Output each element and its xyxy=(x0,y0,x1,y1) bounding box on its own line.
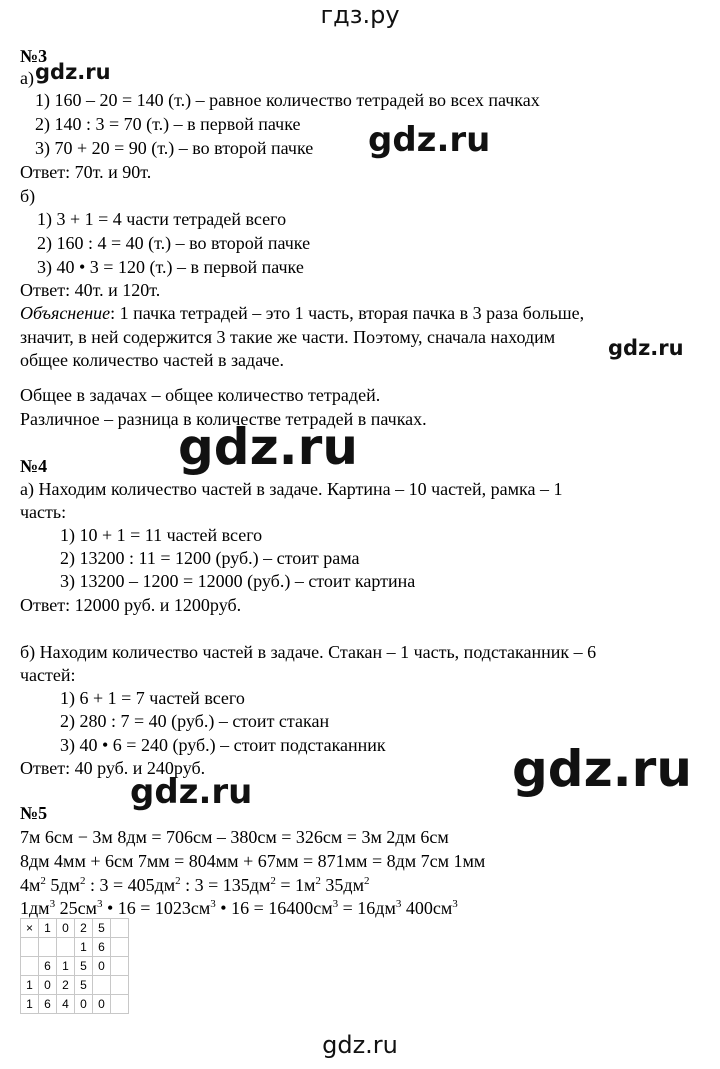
task-3a-step-3: 3) 70 + 20 = 90 (т.) – во второй пачке xyxy=(35,138,314,158)
grid-cell: 0 xyxy=(75,995,93,1014)
exponent: 2 xyxy=(175,875,181,887)
grid-cell: 1 xyxy=(75,938,93,957)
task-4a-intro-2: часть: xyxy=(20,502,67,522)
grid-row xyxy=(21,919,129,938)
grid-row xyxy=(21,957,129,976)
task-4-heading: №4 xyxy=(20,456,48,476)
grid-cell: 1 xyxy=(21,995,39,1014)
grid-cell: 2 xyxy=(75,919,93,938)
task-4a-intro-1: а) Находим количество частей в задаче. Картина – 10 частей, рамка – 1 xyxy=(20,479,563,499)
expr-part: 5дм xyxy=(45,875,80,895)
grid-row xyxy=(21,995,129,1014)
task-3b-label: б) xyxy=(20,186,36,206)
exponent: 2 xyxy=(40,875,46,887)
grid-cell: 0 xyxy=(39,976,57,995)
exponent: 2 xyxy=(270,875,276,887)
expr-part: : 3 = 405дм xyxy=(85,875,176,895)
grid-cell xyxy=(111,938,129,957)
expr-part: 25см xyxy=(55,898,97,918)
task-4b-step-2: 2) 280 : 7 = 40 (руб.) – стоит стакан xyxy=(60,711,330,731)
grid-cell: 1 xyxy=(57,957,75,976)
task-4b-intro-1: б) Находим количество частей в задаче. Стакан – 1 часть, подстаканник – 6 xyxy=(20,642,597,662)
task-5-line-4 xyxy=(20,896,458,920)
footer-watermark: gdz.ru xyxy=(322,1031,398,1059)
grid-cell: 6 xyxy=(39,995,57,1014)
grid-cell xyxy=(21,957,39,976)
task-5-line-2: 8дм 4мм + 6см 7мм = 804мм + 67мм = 871мм = 8дм 7см 1мм xyxy=(20,851,486,871)
task-5-line-3 xyxy=(20,873,369,897)
task-3b-step-3: 3) 40 • 3 = 120 (т.) – в первой пачке xyxy=(37,257,304,277)
expr-part: 400см xyxy=(401,898,453,918)
expr-part: = 1м xyxy=(275,875,316,895)
task-3b-step-1: 1) 3 + 1 = 4 части тетрадей всего xyxy=(37,209,287,229)
exponent: 3 xyxy=(96,898,103,910)
grid-cell: 0 xyxy=(57,919,75,938)
expr-part: 35дм xyxy=(320,875,364,895)
task-4b-intro-2: частей: xyxy=(20,665,76,685)
task-3-heading: №3 xyxy=(20,46,48,66)
site-header: гдз.ру xyxy=(320,1,400,29)
column-multiplication-grid xyxy=(20,918,129,1014)
exponent: 2 xyxy=(79,875,86,887)
grid-cell: 4 xyxy=(57,995,75,1014)
exponent: 2 xyxy=(363,875,370,887)
expr-part: • 16 = 1023см xyxy=(102,898,211,918)
task-3-explanation-1 xyxy=(20,301,584,325)
task-4b-step-3: 3) 40 • 6 = 240 (руб.) – стоит подстаканник xyxy=(60,735,386,755)
grid-cell xyxy=(111,957,129,976)
watermark: gdz.ru xyxy=(130,772,253,812)
grid-cell: 0 xyxy=(93,957,111,976)
task-4b-step-1: 1) 6 + 1 = 7 частей всего xyxy=(60,688,245,708)
task-3a-label: а) xyxy=(20,68,34,88)
grid-cell xyxy=(111,995,129,1014)
task-3-common: Общее в задачах – общее количество тетрадей. xyxy=(20,385,381,405)
task-5-line-1: 7м 6см − 3м 8дм = 706см – 380см = 326см = 3м 2дм 6см xyxy=(20,827,449,847)
task-3-difference: Различное – разница в количестве тетрадей в пачках. xyxy=(20,409,427,429)
grid-cell: 1 xyxy=(21,976,39,995)
grid-cell: 0 xyxy=(93,995,111,1014)
grid-cell: 1 xyxy=(39,919,57,938)
grid-cell: × xyxy=(21,919,39,938)
expr-part: = 16дм xyxy=(338,898,396,918)
task-3-explanation-2: значит, в ней содержится 3 такие же части. Поэтому, сначала находим xyxy=(20,327,556,347)
task-4a-step-3: 3) 13200 – 1200 = 12000 (руб.) – стоит картина xyxy=(60,571,416,591)
grid-cell xyxy=(111,919,129,938)
task-3a-answer: Ответ: 70т. и 90т. xyxy=(20,162,152,182)
grid-cell xyxy=(39,938,57,957)
task-3b-step-2: 2) 160 : 4 = 40 (т.) – во второй пачке xyxy=(37,233,311,253)
exponent: 3 xyxy=(395,898,402,910)
exponent: 3 xyxy=(210,898,216,910)
explanation-text: : 1 пачка тетрадей – это 1 часть, вторая пачка в 3 раза больше, xyxy=(110,303,585,323)
exponent: 2 xyxy=(315,875,321,887)
watermark: gdz.ru xyxy=(178,418,358,476)
grid-cell: 6 xyxy=(93,938,111,957)
expr-part: • 16 = 16400см xyxy=(215,898,333,918)
task-4b-answer: Ответ: 40 руб. и 240руб. xyxy=(20,758,206,778)
exponent: 3 xyxy=(332,898,339,910)
expr-part: : 3 = 135дм xyxy=(180,875,271,895)
exponent: 3 xyxy=(49,898,56,910)
explanation-label: Объяснение xyxy=(20,303,111,323)
grid-cell: 5 xyxy=(93,919,111,938)
grid-cell: 5 xyxy=(75,976,93,995)
watermark: gdz.ru xyxy=(512,740,692,798)
grid-row xyxy=(21,938,129,957)
task-5-heading: №5 xyxy=(20,803,48,823)
grid-cell xyxy=(21,938,39,957)
task-4a-step-1: 1) 10 + 1 = 11 частей всего xyxy=(60,525,263,545)
task-4a-step-2: 2) 13200 : 11 = 1200 (руб.) – стоит рама xyxy=(60,548,360,568)
task-3b-answer: Ответ: 40т. и 120т. xyxy=(20,280,161,300)
grid-cell xyxy=(93,976,111,995)
grid-row xyxy=(21,976,129,995)
task-4a-answer: Ответ: 12000 руб. и 1200руб. xyxy=(20,595,242,615)
expr-part: 1дм xyxy=(20,898,50,918)
task-3a-step-2: 2) 140 : 3 = 70 (т.) – в первой пачке xyxy=(35,114,301,134)
grid-cell xyxy=(111,976,129,995)
task-3a-step-1: 1) 160 – 20 = 140 (т.) – равное количество тетрадей во всех пачках xyxy=(35,90,540,110)
expr-part: 4м xyxy=(20,875,41,895)
watermark: gdz.ru xyxy=(35,60,111,84)
grid-cell: 6 xyxy=(39,957,57,976)
watermark: gdz.ru xyxy=(608,336,684,360)
grid-cell xyxy=(57,938,75,957)
grid-cell: 2 xyxy=(57,976,75,995)
watermark: gdz.ru xyxy=(368,120,491,160)
task-3-explanation-3: общее количество частей в задаче. xyxy=(20,350,285,370)
grid-cell: 5 xyxy=(75,957,93,976)
exponent: 3 xyxy=(452,898,458,910)
